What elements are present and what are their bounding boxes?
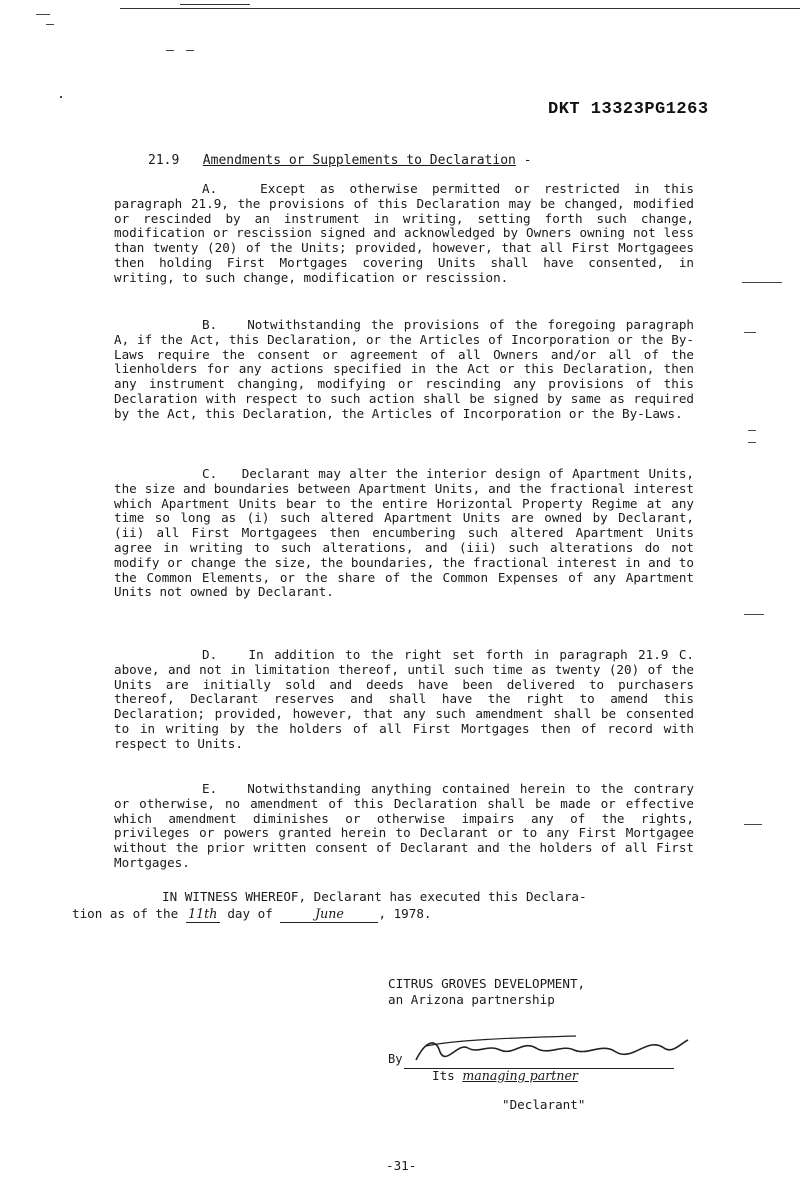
section-dash: - xyxy=(523,153,532,168)
section-heading xyxy=(148,153,532,168)
margin-mark xyxy=(744,614,764,615)
signature-entity xyxy=(388,976,585,1008)
witness-day-of: day of xyxy=(227,906,273,921)
top-scan-rule-short xyxy=(180,4,250,5)
witness-line-cont: tion as of the xyxy=(72,906,179,921)
paragraph-label: A. xyxy=(202,181,218,196)
top-scan-rule xyxy=(120,8,800,9)
witness-clause xyxy=(72,888,692,923)
day-blank: 11th xyxy=(186,905,220,923)
margin-mark xyxy=(748,442,756,443)
paragraph-c xyxy=(114,467,694,600)
scan-mark xyxy=(36,14,50,15)
margin-mark xyxy=(748,430,756,431)
scan-mark xyxy=(60,96,62,98)
paragraph-a xyxy=(114,182,694,286)
its-label: Its xyxy=(432,1068,455,1083)
paragraph-b xyxy=(114,318,694,422)
section-number: 21.9 xyxy=(148,153,180,168)
scan-mark xyxy=(186,50,194,51)
section-title: Amendments or Supplements to Declaration xyxy=(202,153,516,168)
margin-mark xyxy=(742,282,782,283)
paragraph-text: Except as otherwise permitted or restricted in this paragraph 21.9, the provisions of this Declaration may be changed, modified or rescinded by an instrument in writing, setting forth such change, modification or rescission signed and acknowledged by Owners owning not less than twenty (20) of the Units; provided, however, that all First Mortgagees then holding First Mortgages covering Units shall have consented, in writing, to such change, modification or rescission. xyxy=(114,181,694,285)
entity-description: an Arizona partnership xyxy=(388,992,555,1007)
witness-line-start: IN WITNESS WHEREOF, Declarant has executed this Declara- xyxy=(162,889,587,904)
margin-mark xyxy=(744,332,756,333)
page-number: -31- xyxy=(386,1158,417,1173)
paragraph-label: E. xyxy=(202,781,218,796)
witness-year: , 1978. xyxy=(378,906,432,921)
declarant-role: "Declarant" xyxy=(502,1097,586,1112)
scan-mark xyxy=(166,50,174,51)
its-line xyxy=(432,1068,578,1083)
paragraph-text: In addition to the right set forth in paragraph 21.9 C. above, and not in limitation thereof, until such time as twenty (20) of the Units are initially sold and deeds have been delivered to purchasers thereof, Declarant reserves and shall have the right to amend this Declaration; provided, however, that any such amendment shall be consented to in writing by the holders of all First Mortgages then of record with respect to Units. xyxy=(114,647,695,751)
paragraph-text: Notwithstanding anything contained herein to the contrary or otherwise, no amendment of this Declaration shall be made or effective which amendment diminishes or otherwise impairs any of the rights, privileges or powers granted herein to Declarant or to any First Mortgagee without the prior written consent of Declarant and the holders of all First Mortgages. xyxy=(114,781,694,870)
paragraph-label: D. xyxy=(202,647,218,662)
entity-name: CITRUS GROVES DEVELOPMENT, xyxy=(388,976,586,991)
paragraph-e xyxy=(114,782,694,871)
paragraph-d xyxy=(114,648,694,752)
by-label: By xyxy=(388,1052,403,1066)
paragraph-text: Declarant may alter the interior design of Apartment Units, the size and boundaries between Apartment Units, and the fractional interest which Apartment Units bear to the entire Horizontal Property Regime at any time so long as (i) such altered Apartment Units are owned by Declarant, (ii) all First Mortgagees then encumbering such altered Apartment Units agree in writing to such alterations, and (iii) such alterations do not modify or change the size, the boundaries, the fractional interest in and to the Common Elements, or the share of the Common Expenses of any Apartment Units not owned by Declarant. xyxy=(114,466,695,600)
month-blank: June xyxy=(280,905,378,923)
paragraph-label: B. xyxy=(202,317,218,332)
its-title-handwritten: managing partner xyxy=(462,1068,578,1083)
margin-mark xyxy=(744,824,762,825)
paragraph-text: Notwithstanding the provisions of the foregoing paragraph A, if the Act, this Declaration, or the Articles of Incorporation or the By-Laws require the consent or agreement of all Owners and/or all of the lienholders for any actions specified in the Act or this Declaration, then any instrument changing, modifying or rescinding any provisions of this Declaration with respect to such action shall be signed by same as required by the Act, this Declaration, the Articles of Incorporation or the By-Laws. xyxy=(114,317,694,421)
scan-mark xyxy=(46,24,54,25)
paragraph-label: C. xyxy=(202,466,218,481)
docket-number: DKT 13323PG1263 xyxy=(548,100,709,119)
